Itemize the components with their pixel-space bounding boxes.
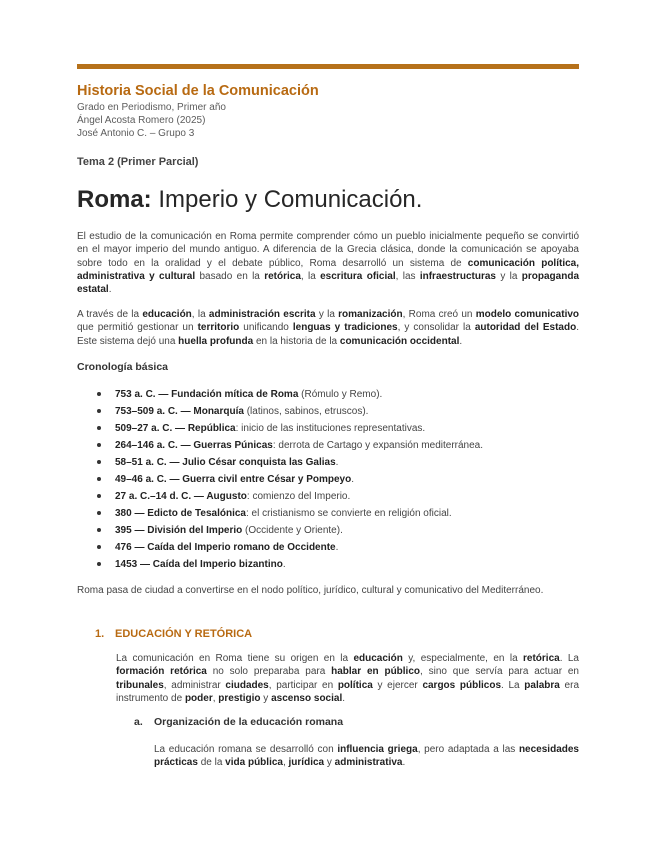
subsection-a-heading	[134, 716, 343, 728]
header-rule	[77, 64, 579, 69]
chronology-list	[77, 386, 579, 573]
emphasis-text: cargos públicos	[422, 679, 502, 691]
emphasis-text: administrativa	[334, 757, 403, 769]
body-text: , administrar	[163, 679, 226, 691]
subsection-a-paragraph	[154, 743, 579, 770]
emphasis-text: comunicación política, administrativa y cultural	[77, 257, 579, 282]
emphasis-text: educación	[142, 309, 192, 320]
chronology-item	[77, 522, 579, 539]
bullet-icon	[97, 460, 101, 464]
chronology-item	[77, 403, 579, 420]
bullet-icon	[97, 494, 101, 498]
emphasis-text: escritura oficial	[320, 270, 396, 282]
chronology-item-detail: : comienzo del Imperio.	[246, 491, 351, 502]
emphasis-text: huella profunda	[178, 335, 254, 347]
chronology-item	[77, 539, 579, 556]
chronology-item-date: 1453 — Caída del Imperio bizantino	[115, 559, 283, 570]
meta-line-author: Ángel Acosta Romero (2025)	[77, 115, 206, 126]
body-text: unificando	[239, 322, 293, 334]
chronology-title: Cronología básica	[77, 361, 169, 373]
body-text: basado en la	[195, 270, 265, 282]
chronology-item	[77, 437, 579, 454]
chronology-item-date: 49–46 a. C. — Guerra civil entre César y Pompeyo	[115, 474, 352, 485]
main-heading	[77, 186, 422, 214]
body-text: de la	[197, 757, 226, 769]
body-text: y la	[315, 309, 339, 320]
emphasis-text: ascenso social	[271, 692, 343, 704]
body-text: , las	[395, 270, 420, 282]
document-meta	[77, 101, 226, 140]
section-1-title: EDUCACIÓN Y RETÓRICA	[115, 628, 253, 640]
emphasis-text: palabra	[524, 679, 560, 691]
chronology-item	[77, 454, 579, 471]
emphasis-text: formación retórica	[116, 666, 207, 678]
chronology-item-detail: (Occidente y Oriente).	[242, 525, 343, 536]
chronology-item-date: 395 — División del Imperio	[115, 525, 243, 536]
chronology-item-date: 380 — Edicto de Tesalónica	[115, 508, 246, 519]
emphasis-text: romanización	[338, 309, 403, 320]
body-text: y, especialmente, en la	[402, 653, 524, 664]
tema-label: Tema 2 (Primer Parcial)	[77, 156, 199, 168]
body-text: La comunicación en Roma tiene su origen en la	[116, 653, 354, 664]
chronology-item-date: 27 a. C.–14 d. C. — Augusto	[115, 491, 247, 502]
bullet-icon	[97, 426, 101, 430]
section-1-number: 1.	[95, 628, 105, 640]
emphasis-text: ciudades	[225, 679, 269, 691]
emphasis-text: política	[337, 679, 373, 691]
section-1-paragraph	[116, 652, 579, 705]
body-text: El estudio de la comunicación en Roma permite comprender cómo un pueblo inicialmente pequeño se convirtió en el mayor imperio del mundo antiguo. A diferencia de la Grecia clásica, donde la comunicación se apoyaba sobre todo en la oralidad y el debate público, Roma desarrolló un sistema de	[77, 231, 579, 269]
emphasis-text: retórica	[523, 653, 560, 664]
emphasis-text: infraestructuras	[419, 270, 496, 282]
body-text: . La	[559, 653, 579, 664]
emphasis-text: propaganda estatal	[77, 270, 580, 296]
body-text: y	[324, 757, 335, 769]
body-text: . Este sistema dejó una	[77, 322, 579, 347]
chronology-item	[77, 386, 579, 403]
emphasis-text: administración escrita	[208, 309, 316, 320]
body-text: , la	[191, 309, 209, 320]
emphasis-text: influencia griega	[337, 744, 418, 755]
chronology-item-detail: (Rómulo y Remo).	[298, 389, 383, 400]
chronology-item-detail: .	[335, 457, 339, 468]
chronology-item-detail: : inicio de las instituciones representativas.	[235, 423, 426, 434]
emphasis-text: autoridad del Estado	[474, 322, 577, 334]
body-text: y la	[495, 270, 522, 282]
body-text: ,	[212, 692, 219, 704]
chronology-item-date: 58–51 a. C. — Julio César conquista las Galias	[115, 457, 336, 468]
emphasis-text: lenguas y tradiciones	[292, 322, 398, 334]
emphasis-text: prestigio	[218, 692, 261, 704]
emphasis-text: modelo comunicativo	[475, 309, 580, 320]
body-text: La educación romana se desarrolló con	[154, 744, 338, 755]
body-text: , y consolidar la	[397, 322, 475, 334]
emphasis-text: vida pública	[225, 757, 283, 769]
bullet-icon	[97, 528, 101, 532]
chronology-item-date: 476 — Caída del Imperio romano de Occidente	[115, 542, 336, 553]
bullet-icon	[97, 443, 101, 447]
meta-line-course: Grado en Periodismo, Primer año	[77, 102, 226, 113]
chronology-item-detail: : el cristianismo se convierte en religión oficial.	[245, 508, 452, 519]
document-title: Historia Social de la Comunicación	[77, 83, 319, 99]
body-text: .	[342, 692, 346, 704]
subsection-a-title: Organización de la educación romana	[154, 716, 344, 728]
chronology-item	[77, 488, 579, 505]
chronology-item	[77, 505, 579, 522]
emphasis-text: poder	[184, 692, 213, 704]
intro-paragraph-2	[77, 308, 579, 348]
body-text: .	[459, 335, 463, 347]
body-text: , sino que servía para actuar en	[420, 666, 579, 678]
bullet-icon	[97, 477, 101, 481]
emphasis-text: educación	[353, 653, 403, 664]
body-text: , Roma creó un	[402, 309, 476, 320]
main-heading-bold: Roma:	[77, 186, 152, 213]
bullet-icon	[97, 392, 101, 396]
bullet-icon	[97, 562, 101, 566]
chronology-item-date: 509–27 a. C. — República	[115, 423, 236, 434]
chronology-item	[77, 420, 579, 437]
intro-paragraph	[77, 230, 579, 296]
body-text: . La	[501, 679, 525, 691]
emphasis-text: jurídica	[288, 757, 325, 769]
body-text: , la	[300, 270, 321, 282]
chronology-item-detail: .	[351, 474, 355, 485]
body-text: , participar en	[268, 679, 338, 691]
chronology-item-date: 753 a. C. — Fundación mítica de Roma	[115, 389, 299, 400]
body-text: .	[108, 284, 112, 296]
body-text: ,	[282, 757, 289, 769]
body-text: no solo preparaba para	[206, 666, 332, 678]
chronology-item-detail: .	[282, 559, 286, 570]
bullet-icon	[97, 511, 101, 515]
body-text: en la historia de la	[253, 335, 340, 347]
body-text: que permitió gestionar un	[77, 322, 198, 334]
emphasis-text: territorio	[197, 322, 240, 334]
meta-line-student: José Antonio C. – Grupo 3	[77, 128, 195, 139]
summary-paragraph: Roma pasa de ciudad a convertirse en el nodo político, jurídico, cultural y comunicativo del Mediterráneo.	[77, 585, 544, 596]
main-heading-rest: Imperio y Comunicación.	[151, 186, 423, 213]
subsection-a-letter: a.	[134, 716, 143, 728]
body-text: y	[260, 692, 272, 704]
body-text: , pero adaptada a las	[417, 744, 519, 755]
body-text: era instrumento de	[116, 679, 580, 704]
body-text: .	[402, 757, 406, 769]
chronology-item-date: 264–146 a. C. — Guerras Púnicas	[115, 440, 273, 451]
emphasis-text: tribunales	[116, 679, 164, 691]
chronology-item-detail: (latinos, sabinos, etruscos).	[243, 406, 369, 417]
chronology-item	[77, 556, 579, 573]
emphasis-text: necesidades prácticas	[154, 744, 579, 769]
emphasis-text: retórica	[264, 270, 301, 282]
chronology-item-date: 753–509 a. C. — Monarquía	[115, 406, 244, 417]
emphasis-text: comunicación occidental	[339, 335, 460, 347]
body-text: A través de la	[77, 309, 143, 320]
body-text: y ejercer	[372, 679, 423, 691]
bullet-icon	[97, 545, 101, 549]
bullet-icon	[97, 409, 101, 413]
chronology-item-detail: .	[335, 542, 339, 553]
chronology-item-detail: : derrota de Cartago y expansión mediterránea.	[272, 440, 483, 451]
section-1-heading	[95, 628, 252, 640]
chronology-item	[77, 471, 579, 488]
emphasis-text: hablar en público	[331, 666, 421, 678]
